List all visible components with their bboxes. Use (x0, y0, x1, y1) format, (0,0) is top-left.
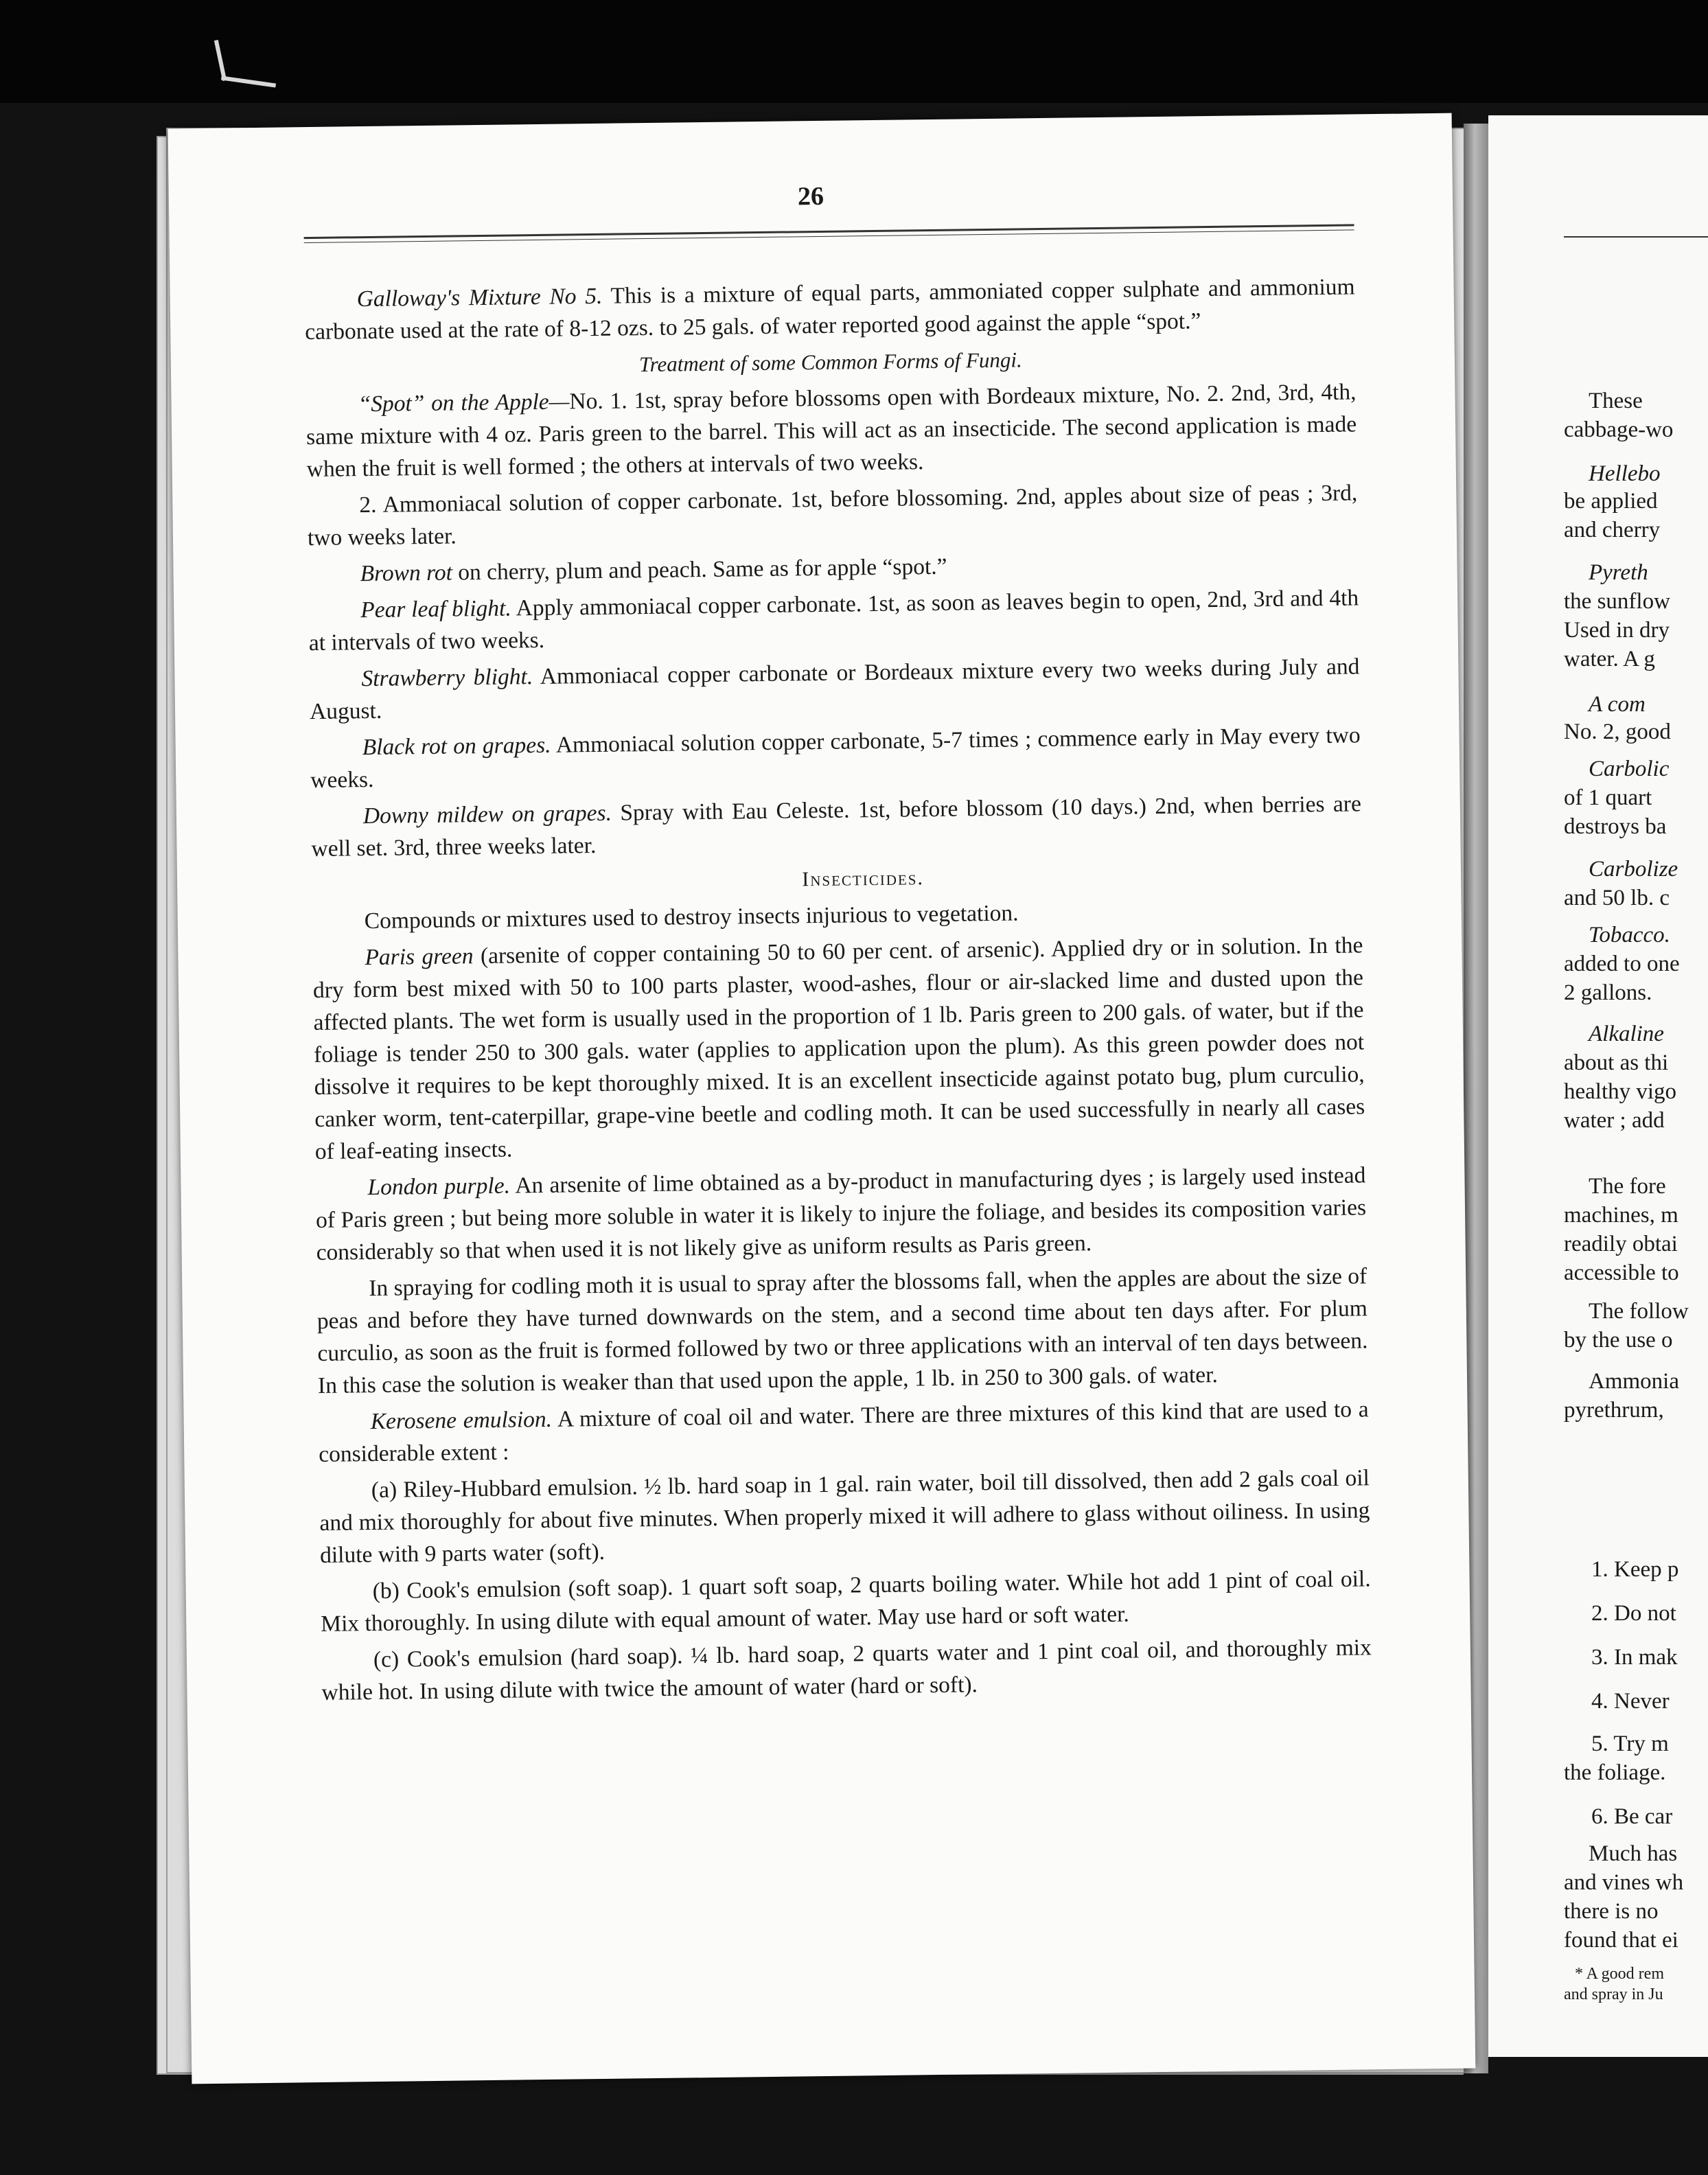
right-page-line: about as thi (1564, 1050, 1669, 1075)
right-page-line: 1. Keep p (1591, 1557, 1679, 1582)
paragraph-lead: Kerosene emulsion. (370, 1406, 553, 1435)
paragraph-text: No. 1. 1st, spray before blossoms open with Bordeaux mixture, No. 2. 2nd, 3rd, 4th, same mixture with 4 oz. Paris green to the barrel. This will act as an insecticide. The second application is made when the fruit is well formed ; the others at intervals of two weeks. (305, 379, 1357, 483)
paragraph-text: (a) Riley-Hubbard emulsion. ½ lb. hard soap in 1 gal. rain water, boil till dissolved, then add 2 gals coal oil and mix thoroughly for about five minutes. When properly mixed it will adhere to glass without oiliness. In using dilute with 9 parts water (soft). (319, 1465, 1370, 1568)
paragraph-text: (b) Cook's emulsion (soft soap). 1 quart soft soap, 2 quarts boiling water. While hot add 1 pint of coal oil. Mix thoroughly. In using dilute with equal amount of water. May use hard or soft water. (321, 1566, 1371, 1637)
right-page-line: machines, m (1564, 1203, 1678, 1228)
paragraph-text: Apply ammoniacal copper carbonate. 1st, as soon as leaves begin to open, 2nd, 3rd and 4th at intervals of two weeks. (308, 585, 1359, 656)
right-page-line: and vines wh (1564, 1870, 1684, 1895)
paragraph (310, 719, 1361, 796)
right-header-rule (1564, 236, 1708, 238)
page-number: 26 (797, 181, 824, 211)
paragraph (312, 929, 1365, 1168)
paragraph-lead: London purple. (367, 1173, 511, 1201)
right-page-line: pyrethrum, (1564, 1398, 1664, 1423)
paragraph-text: In spraying for codling moth it is usual to spray after the blossoms fall, when the apples are about the size of peas and before they have turned downwards on the stem, and a second time about ten days after. For plum curculio, as soon as the fruit is formed followed by two or three applications with an interval of ten days between. In this case the solution is weaker than that used upon the apple, 1 lb. in 250 to 300 gals. of water. (316, 1263, 1368, 1399)
right-page-line: Alkaline (1589, 1022, 1664, 1046)
paragraph (321, 1631, 1372, 1709)
paragraph-lead: Galloway's Mixture No 5. (356, 283, 603, 312)
paragraph-lead: Brown rot (360, 560, 453, 587)
paragraph-text: An arsenite of lime obtained as a by-product in manufacturing dyes ; is largely used instead of Paris green ; but being more soluble in water it is likely to injure the foliage, and besides its composition varies considerably so that when used it is not likely give as uniform results as Paris green. (315, 1162, 1367, 1266)
right-page-line: Tobacco. (1589, 923, 1670, 947)
right-page-line: added to one (1564, 952, 1680, 976)
right-page-line: A com (1589, 692, 1646, 717)
right-page-line: 3. In mak (1591, 1645, 1678, 1670)
right-page-line: The fore (1589, 1174, 1666, 1199)
film-edge-top (0, 0, 1708, 103)
right-page-line: Pyreth (1589, 560, 1648, 585)
right-page-line: These (1589, 389, 1643, 413)
right-page-line: * A good rem (1575, 1965, 1664, 1983)
right-page-line: 4. Never (1591, 1689, 1670, 1714)
right-page-line: accessible to (1564, 1261, 1679, 1285)
right-page-line: by the use o (1564, 1328, 1673, 1353)
left-page-body (304, 271, 1372, 1713)
paragraph-text: Ammoniacal copper carbonate or Bordeaux mixture every two weeks during July and August. (309, 654, 1360, 725)
right-page-line: be applied (1564, 489, 1658, 514)
right-page-line: and spray in Ju (1564, 1986, 1663, 2003)
paragraph (305, 376, 1357, 485)
right-page-line: healthy vigo (1564, 1079, 1677, 1104)
right-page-line: 2 gallons. (1564, 980, 1652, 1005)
right-page-line: cabbage-wo (1564, 417, 1674, 442)
right-page-line: there is no (1564, 1899, 1659, 1924)
right-page-line: of 1 quart (1564, 785, 1652, 810)
right-page-line: the sunflow (1564, 589, 1670, 614)
paragraph-text: (c) Cook's emulsion (hard soap). ¼ lb. hard soap, 2 quarts water and 1 pint coal oil, and thoroughly mix while hot. In using dilute with twice the amount of water (hard or soft). (321, 1635, 1372, 1705)
right-page-line: 6. Be car (1591, 1804, 1673, 1829)
paragraph (316, 1260, 1368, 1402)
paragraph-lead: Pear leaf blight. (360, 595, 511, 623)
right-page-line: and cherry (1564, 518, 1661, 542)
paragraph-lead: Downy mildew on grapes. (362, 800, 612, 829)
paragraph-lead: Black rot on grapes. (362, 732, 551, 761)
right-page-line: destroys ba (1564, 814, 1667, 839)
section-heading: Treatment of some Common Forms of Fungi. (638, 347, 1022, 377)
paragraph (309, 650, 1360, 728)
right-page-line: 5. Try m (1591, 1731, 1669, 1756)
paragraph-text: Compounds or mixtures used to destroy insects injurious to vegetation. (364, 900, 1019, 934)
paragraph (308, 582, 1359, 659)
right-page-line: Ammonia (1589, 1369, 1679, 1394)
paragraph-text: Spray with Eau Celeste. 1st, before blossom (10 days.) 2nd, when berries are well set. 3rd, three weeks later. (311, 791, 1362, 862)
right-page-line: readily obtai (1564, 1232, 1678, 1256)
right-page-line: Used in dry (1564, 618, 1670, 643)
paragraph-lead: Strawberry blight. (361, 664, 533, 692)
paragraph (315, 1159, 1367, 1269)
paragraph-text: (arsenite of copper containing 50 to 60 per cent. of arsenic). Applied dry or in solution. In the dry form best mixed with 50 to 100 parts plaster, wood-ashes, flour or air-slacked lime and dusted upon the affected plants. The wet form is usually used in the proportion of 1 lb. Paris green to 200 gals. of water, but if the foliage is tender 250 to 300 gals. water (applies to application upon the plum). As this green powder does not dissolve it requires to be kept thoroughly mixed. It is an excellent insecticide against potato bug, plum curculio, canker worm, tent-caterpillar, grape-vine beetle and codling moth. It can be used successfully in nearly all cases of leaf-eating insects. (312, 932, 1365, 1165)
right-page-line: found that ei (1564, 1928, 1678, 1953)
left-page (168, 113, 1476, 2084)
paragraph-lead: “Spot” on the Apple— (358, 389, 570, 417)
right-page-line: Carbolic (1589, 757, 1670, 781)
paragraph (318, 1393, 1369, 1471)
right-page-line: and 50 lb. c (1564, 886, 1670, 910)
paragraph (319, 1462, 1371, 1572)
paragraph (311, 787, 1362, 865)
insecticides-heading: Insecticides. (802, 866, 925, 891)
right-page (1488, 115, 1708, 2057)
paragraph (307, 476, 1358, 554)
paragraph-text: A mixture of coal oil and water. There are three mixtures of this kind that are used to a considerable extent : (319, 1396, 1369, 1467)
right-page-line: Carbolize (1589, 857, 1678, 882)
right-page-line: water. A g (1564, 647, 1655, 671)
right-page-line: No. 2, good (1564, 720, 1671, 744)
right-page-line: the foliage. (1564, 1760, 1666, 1785)
paragraph-text: Ammoniacal solution copper carbonate, 5-7 times ; commence early in May every two weeks. (310, 722, 1361, 794)
paragraph (304, 271, 1355, 348)
paragraph (320, 1563, 1371, 1640)
paragraph-lead: Paris green (365, 943, 474, 971)
paragraph-text: 2. Ammoniacal solution of copper carbonate. 1st, before blossoming. 2nd, apples about size of peas ; 3rd, two weeks later. (307, 480, 1358, 551)
right-page-line: Hellebo (1589, 461, 1661, 486)
right-page-line: Much has (1589, 1841, 1678, 1866)
right-page-line: The follow (1589, 1299, 1689, 1324)
right-page-line: water ; add (1564, 1108, 1665, 1133)
paragraph-text: This is a mixture of equal parts, ammoniated copper sulphate and ammonium carbonate used at the rate of 8-12 ozs. to 25 gals. of water reported good against the apple “spot.” (305, 274, 1355, 345)
right-page-line: 2. Do not (1591, 1601, 1676, 1626)
paragraph-text: on cherry, plum and peach. Same as for apple “spot.” (452, 553, 947, 586)
